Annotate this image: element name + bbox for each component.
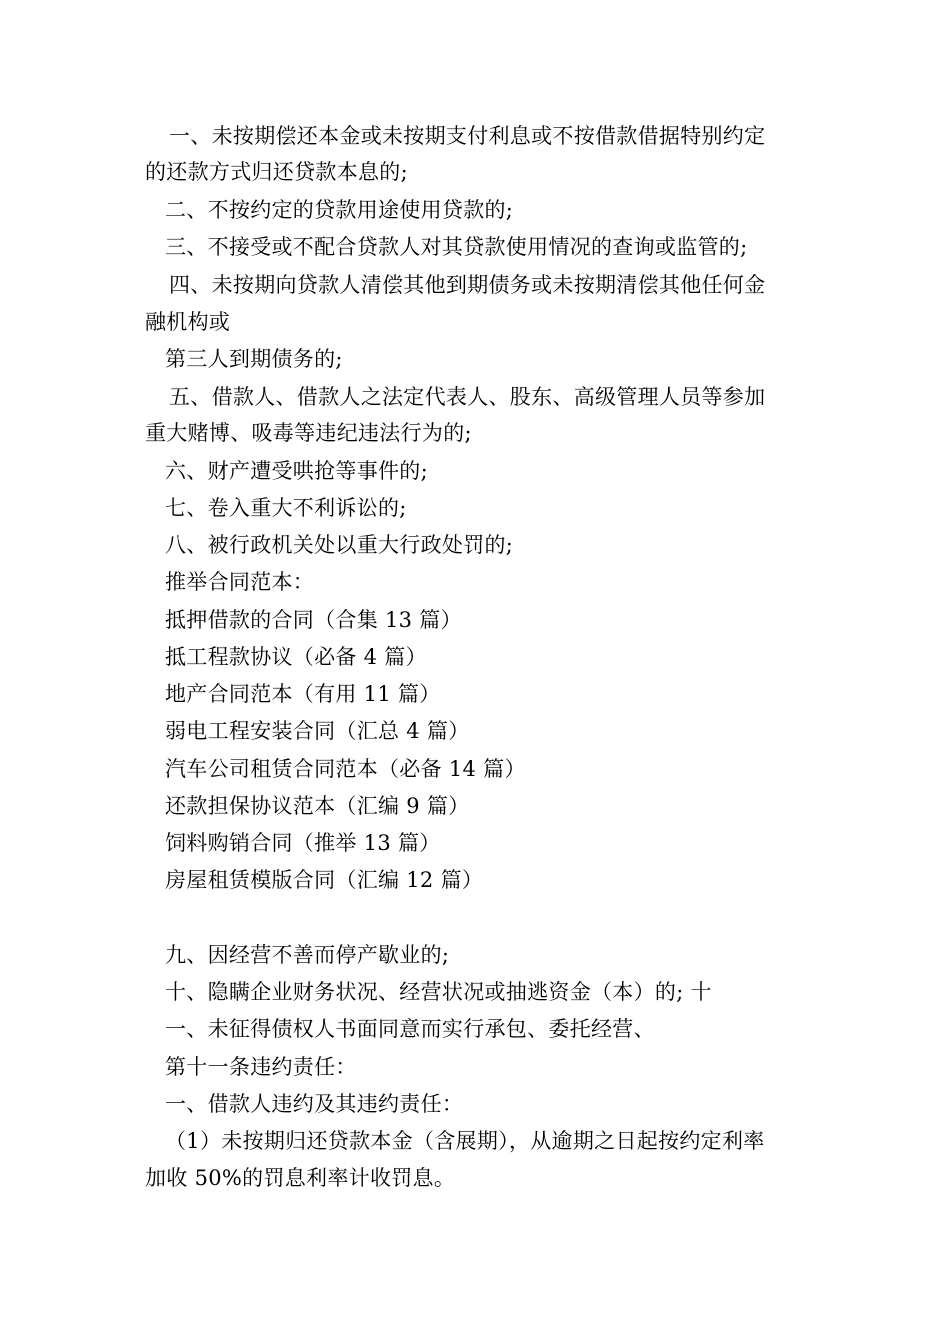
paragraph-line: 七、卷入重大不利诉讼的; xyxy=(165,496,407,520)
paragraph-line: 一、借款人违约及其违约责任： xyxy=(165,1092,464,1116)
paragraph-line: （1）未按期归还贷款本金（含展期），从逾期之日起按约定利率 xyxy=(165,1129,765,1153)
recommended-template-item: 抵押借款的合同（合集 13 篇） xyxy=(165,608,462,632)
recommended-template-item: 弱电工程安装合同（汇总 4 篇） xyxy=(165,719,470,743)
recommended-template-item: 房屋租赁模版合同（汇编 12 篇） xyxy=(165,868,484,892)
paragraph-line: 的还款方式归还贷款本息的; xyxy=(145,160,408,184)
paragraph-line: 融机构或 xyxy=(145,310,231,334)
recommended-template-item: 汽车公司租赁合同范本（必备 14 篇） xyxy=(165,757,526,781)
paragraph-line: 四、未按期向贷款人清偿其他到期债务或未按期清偿其他任何金 xyxy=(169,273,766,297)
recommended-template-item: 抵工程款协议（必备 4 篇） xyxy=(165,645,427,669)
recommended-template-item: 还款担保协议范本（汇编 9 篇） xyxy=(165,794,470,818)
paragraph-line: 二、不按约定的贷款用途使用贷款的; xyxy=(165,198,514,222)
paragraph-line: 第三人到期债务的; xyxy=(165,347,343,371)
paragraph-line: 十、隐瞒企业财务状况、经营状况或抽逃资金（本）的; 十 xyxy=(165,980,712,1004)
paragraph-line: 一、未征得债权人书面同意而实行承包、委托经营、 xyxy=(165,1017,655,1041)
paragraph-line: 一、未按期偿还本金或未按期支付利息或不按借款借据特别约定 xyxy=(169,124,766,148)
paragraph-line: 三、不接受或不配合贷款人对其贷款使用情况的查询或监管的; xyxy=(165,235,748,259)
paragraph-line: 第十一条违约责任： xyxy=(165,1055,357,1079)
paragraph-line: 六、财产遭受哄抢等事件的; xyxy=(165,459,428,483)
recommended-template-item: 饲料购销合同（推举 13 篇） xyxy=(165,831,441,855)
paragraph-line: 九、因经营不善而停产歇业的; xyxy=(165,943,450,967)
paragraph-line: 加收 50%的罚息利率计收罚息。 xyxy=(145,1166,456,1190)
paragraph-line: 五、借款人、借款人之法定代表人、股东、高级管理人员等参加 xyxy=(169,385,766,409)
paragraph-line: 八、被行政机关处以重大行政处罚的; xyxy=(165,533,514,557)
paragraph-line: 重大赌博、吸毒等违纪违法行为的; xyxy=(145,421,472,445)
section-heading: 推举合同范本： xyxy=(165,570,315,594)
recommended-template-item: 地产合同范本（有用 11 篇） xyxy=(165,682,441,706)
